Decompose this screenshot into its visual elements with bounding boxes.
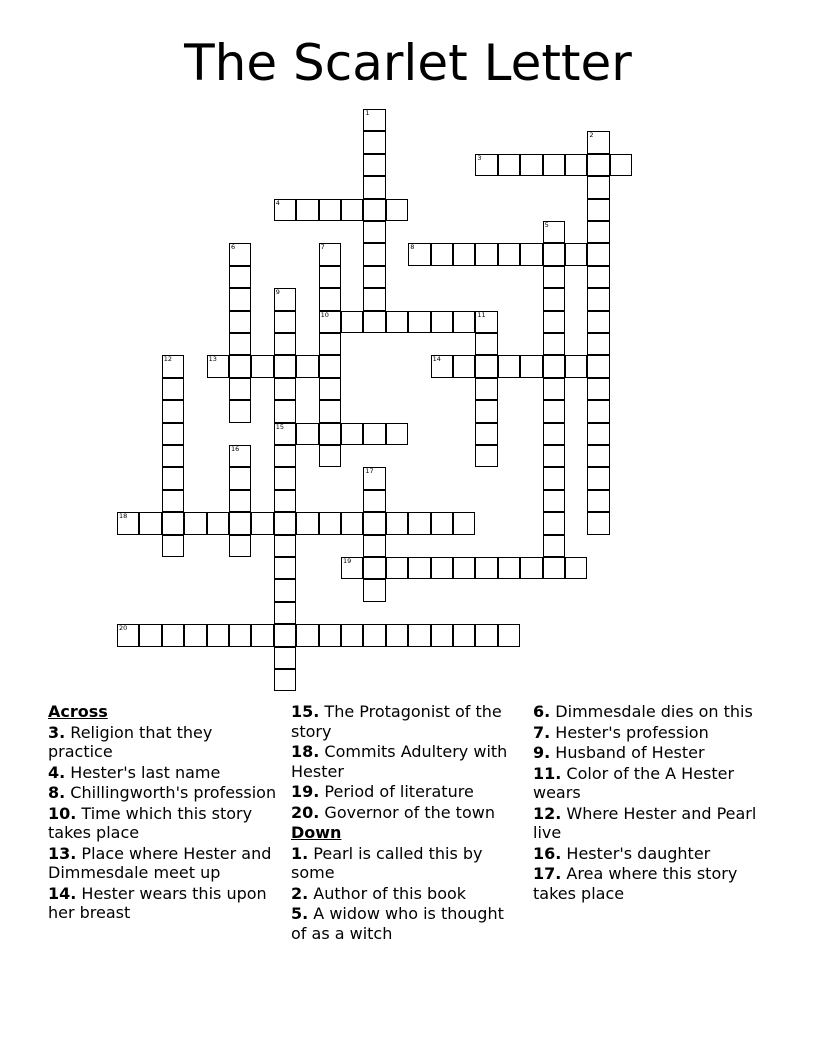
grid-cell[interactable]	[229, 311, 251, 333]
grid-cell[interactable]	[296, 423, 318, 445]
grid-cell[interactable]	[543, 243, 565, 265]
grid-cell[interactable]	[431, 311, 453, 333]
grid-cell[interactable]	[431, 355, 453, 377]
grid-cell[interactable]	[251, 355, 273, 377]
across-heading: Across	[48, 702, 108, 721]
clues-column-2	[291, 702, 523, 944]
grid-cell[interactable]	[453, 512, 475, 534]
grid-cell[interactable]	[565, 243, 587, 265]
grid-cell[interactable]	[229, 288, 251, 310]
clue-text: Hester wears this upon her breast	[48, 883, 267, 922]
grid-cell[interactable]	[408, 311, 430, 333]
clue-item	[48, 763, 280, 783]
clue-number: 8	[410, 243, 415, 252]
clue-text: Dimmesdale dies on this	[550, 702, 753, 721]
grid-cell[interactable]	[543, 266, 565, 288]
grid-cell[interactable]	[274, 467, 296, 489]
grid-cell[interactable]	[207, 624, 229, 646]
grid-cell[interactable]	[229, 490, 251, 512]
grid-cell[interactable]	[587, 243, 609, 265]
clue-item	[533, 864, 765, 903]
grid-cell[interactable]	[363, 176, 385, 198]
grid-cell[interactable]	[498, 243, 520, 265]
grid-cell[interactable]	[543, 311, 565, 333]
grid-cell[interactable]	[319, 624, 341, 646]
clue-item	[291, 803, 523, 823]
grid-cell[interactable]	[543, 378, 565, 400]
grid-cell[interactable]	[520, 154, 542, 176]
grid-cell[interactable]	[475, 333, 497, 355]
grid-cell[interactable]	[453, 557, 475, 579]
grid-cell[interactable]	[587, 445, 609, 467]
grid-cell[interactable]	[251, 512, 273, 534]
clue-number: 11	[477, 310, 486, 319]
grid-cell[interactable]	[475, 423, 497, 445]
grid-cell[interactable]	[296, 199, 318, 221]
grid-cell[interactable]	[274, 624, 296, 646]
grid-cell[interactable]	[162, 467, 184, 489]
grid-cell[interactable]	[453, 311, 475, 333]
clue-text: Hester's last name	[65, 762, 221, 782]
clue-item	[48, 723, 280, 762]
grid-cell[interactable]	[363, 154, 385, 176]
grid-cell[interactable]	[543, 557, 565, 579]
grid-cell[interactable]	[162, 535, 184, 557]
page-title: The Scarlet Letter	[184, 34, 632, 92]
grid-cell[interactable]	[274, 333, 296, 355]
grid-cell[interactable]	[117, 512, 139, 534]
grid-cell[interactable]	[587, 154, 609, 176]
grid-cell[interactable]	[274, 512, 296, 534]
clue-number-label: 14.	[48, 883, 77, 903]
clue-text: Author of this book	[308, 883, 467, 903]
clue-number: 3	[477, 153, 482, 162]
grid-cell[interactable]	[386, 624, 408, 646]
grid-cell[interactable]	[543, 535, 565, 557]
clue-number-label: 2.	[291, 883, 309, 903]
clue-number-label: 3.	[48, 722, 66, 742]
grid-cell[interactable]	[207, 512, 229, 534]
grid-cell[interactable]	[587, 512, 609, 534]
grid-cell[interactable]	[363, 467, 385, 489]
clue-number-label: 20.	[291, 802, 320, 822]
grid-cell[interactable]	[274, 445, 296, 467]
grid-cell[interactable]	[386, 512, 408, 534]
grid-cell[interactable]	[431, 243, 453, 265]
clue-item	[48, 783, 280, 803]
grid-cell[interactable]	[587, 333, 609, 355]
clue-number: 18	[119, 512, 128, 521]
grid-cell[interactable]	[363, 266, 385, 288]
grid-cell[interactable]	[274, 490, 296, 512]
grid-cell[interactable]	[363, 423, 385, 445]
grid-cell[interactable]	[587, 378, 609, 400]
grid-cell[interactable]	[274, 400, 296, 422]
clue-item	[533, 764, 765, 803]
grid-cell[interactable]	[498, 624, 520, 646]
clue-text: Color of the A Hester wears	[533, 763, 735, 802]
clue-number: 19	[343, 557, 352, 565]
grid-cell[interactable]	[319, 355, 341, 377]
grid-cell[interactable]	[520, 557, 542, 579]
clue-text: A widow who is thought of as a witch	[291, 904, 504, 943]
grid-cell[interactable]	[229, 535, 251, 557]
grid-cell[interactable]	[475, 154, 497, 176]
clue-number: 5	[544, 221, 549, 229]
clue-text: Chillingworth's profession	[65, 783, 277, 802]
clue-text: Religion that they practice	[48, 722, 213, 761]
grid-cell[interactable]	[587, 221, 609, 243]
clue-number-label: 6.	[533, 702, 551, 721]
grid-cell[interactable]	[363, 221, 385, 243]
clue-number: 14	[432, 355, 441, 364]
clue-text: Hester's daughter	[561, 843, 711, 863]
grid-cell[interactable]	[363, 199, 385, 221]
grid-cell[interactable]	[274, 602, 296, 624]
clue-number: 1	[365, 109, 370, 117]
grid-cell[interactable]	[408, 624, 430, 646]
clue-text: Time which this story takes place	[48, 803, 253, 842]
grid-cell[interactable]	[229, 512, 251, 534]
grid-cell[interactable]	[475, 355, 497, 377]
grid-cell[interactable]	[475, 378, 497, 400]
clue-number: 7	[320, 243, 325, 252]
grid-cell[interactable]	[341, 557, 363, 579]
clue-number-label: 8.	[48, 783, 66, 802]
grid-cell[interactable]	[363, 557, 385, 579]
clue-text: Period of literature	[319, 782, 474, 801]
clue-text: Hester's profession	[550, 722, 709, 742]
grid-cell[interactable]	[319, 311, 341, 333]
grid-cell[interactable]	[162, 490, 184, 512]
grid-cell[interactable]	[610, 154, 632, 176]
clue-number-label: 16.	[533, 843, 562, 863]
grid-cell[interactable]	[139, 624, 161, 646]
grid-cell[interactable]	[431, 624, 453, 646]
grid-cell[interactable]	[162, 378, 184, 400]
grid-cell[interactable]	[229, 467, 251, 489]
grid-cell[interactable]	[184, 512, 206, 534]
grid-cell[interactable]	[319, 333, 341, 355]
grid-cell[interactable]	[363, 512, 385, 534]
grid-cell[interactable]	[431, 512, 453, 534]
clue-item	[533, 723, 765, 743]
grid-cell[interactable]	[319, 445, 341, 467]
grid-cell[interactable]	[587, 131, 609, 153]
grid-cell[interactable]	[543, 423, 565, 445]
grid-cell[interactable]	[229, 400, 251, 422]
grid-cell[interactable]	[386, 311, 408, 333]
clue-number: 17	[365, 467, 374, 476]
grid-cell[interactable]	[543, 445, 565, 467]
grid-cell[interactable]	[341, 624, 363, 646]
grid-cell[interactable]	[319, 243, 341, 265]
clue-number: 4	[275, 198, 280, 207]
grid-cell[interactable]	[319, 199, 341, 221]
grid-cell[interactable]	[453, 355, 475, 377]
clue-text: Husband of Hester	[550, 743, 705, 762]
grid-cell[interactable]	[162, 624, 184, 646]
clue-item	[48, 804, 280, 843]
clue-number-label: 15.	[291, 702, 320, 721]
grid-cell[interactable]	[386, 557, 408, 579]
clue-number-label: 10.	[48, 803, 77, 823]
grid-cell[interactable]	[274, 288, 296, 310]
clue-item	[48, 844, 280, 883]
grid-cell[interactable]	[274, 669, 296, 691]
grid-cell[interactable]	[319, 378, 341, 400]
grid-cell[interactable]	[162, 423, 184, 445]
clue-number-label: 4.	[48, 762, 66, 782]
grid-cell[interactable]	[274, 557, 296, 579]
grid-cell[interactable]	[498, 557, 520, 579]
grid-cell[interactable]	[543, 490, 565, 512]
grid-cell[interactable]	[363, 243, 385, 265]
grid-cell[interactable]	[229, 445, 251, 467]
clue-number-label: 13.	[48, 843, 77, 863]
grid-cell[interactable]	[587, 311, 609, 333]
grid-cell[interactable]	[520, 355, 542, 377]
clue-number-label: 7.	[533, 722, 551, 742]
clue-item	[533, 804, 765, 843]
grid-cell[interactable]	[274, 535, 296, 557]
grid-cell[interactable]	[363, 535, 385, 557]
grid-cell[interactable]	[274, 199, 296, 221]
clue-number: 9	[275, 288, 280, 297]
grid-cell[interactable]	[587, 490, 609, 512]
grid-cell[interactable]	[341, 512, 363, 534]
grid-cell[interactable]	[386, 199, 408, 221]
clue-text: Governor of the town	[319, 802, 495, 822]
clue-item	[291, 884, 523, 904]
grid-cell[interactable]	[162, 445, 184, 467]
grid-cell[interactable]	[139, 512, 161, 534]
clue-item	[533, 743, 765, 763]
grid-cell[interactable]	[587, 423, 609, 445]
grid-cell[interactable]	[408, 512, 430, 534]
clue-item	[291, 742, 523, 781]
grid-cell[interactable]	[274, 423, 296, 445]
clue-item	[291, 844, 523, 883]
down-heading: Down	[291, 823, 342, 842]
grid-cell[interactable]	[251, 624, 273, 646]
grid-cell[interactable]	[229, 266, 251, 288]
grid-cell[interactable]	[341, 199, 363, 221]
grid-cell[interactable]	[274, 355, 296, 377]
grid-cell[interactable]	[408, 243, 430, 265]
clue-number-label: 9.	[533, 743, 551, 762]
clue-number: 10	[320, 310, 329, 319]
grid-cell[interactable]	[386, 423, 408, 445]
grid-cell[interactable]	[587, 355, 609, 377]
clue-number: 6	[231, 243, 236, 252]
clues-column-3	[533, 702, 765, 904]
grid-cell[interactable]	[431, 557, 453, 579]
grid-cell[interactable]	[274, 378, 296, 400]
grid-cell[interactable]	[319, 288, 341, 310]
grid-cell[interactable]	[229, 378, 251, 400]
grid-cell[interactable]	[319, 400, 341, 422]
clue-text: Area where this story takes place	[533, 864, 738, 903]
clue-number-label: 17.	[533, 864, 562, 883]
grid-cell[interactable]	[363, 311, 385, 333]
grid-cell[interactable]	[565, 557, 587, 579]
grid-cell[interactable]	[587, 199, 609, 221]
clue-item	[291, 702, 523, 741]
grid-cell[interactable]	[543, 333, 565, 355]
grid-cell[interactable]	[162, 400, 184, 422]
clue-number-label: 11.	[533, 763, 562, 783]
grid-cell[interactable]	[229, 333, 251, 355]
grid-cell[interactable]	[341, 311, 363, 333]
clue-item	[291, 782, 523, 802]
grid-cell[interactable]	[296, 355, 318, 377]
grid-cell[interactable]	[363, 109, 385, 131]
grid-cell[interactable]	[520, 243, 542, 265]
grid-cell[interactable]	[319, 423, 341, 445]
grid-cell[interactable]	[274, 579, 296, 601]
grid-cell[interactable]	[475, 445, 497, 467]
grid-cell[interactable]	[363, 579, 385, 601]
grid-cell[interactable]	[363, 131, 385, 153]
clue-number: 16	[231, 445, 240, 453]
grid-cell[interactable]	[363, 624, 385, 646]
grid-cell[interactable]	[319, 512, 341, 534]
clue-text: Place where Hester and Dimmesdale meet up	[48, 843, 272, 882]
grid-cell[interactable]	[587, 400, 609, 422]
clue-number: 12	[163, 355, 173, 364]
grid-cell[interactable]	[475, 624, 497, 646]
grid-cell[interactable]	[453, 243, 475, 265]
grid-cell[interactable]	[543, 467, 565, 489]
grid-cell[interactable]	[543, 355, 565, 377]
clue-text: Where Hester and Pearl live	[533, 803, 757, 842]
grid-cell[interactable]	[319, 266, 341, 288]
clues-column-1	[48, 702, 280, 924]
grid-cell[interactable]	[363, 288, 385, 310]
grid-cell[interactable]	[565, 154, 587, 176]
grid-cell[interactable]	[296, 512, 318, 534]
grid-cell[interactable]	[475, 557, 497, 579]
grid-cell[interactable]	[296, 624, 318, 646]
grid-cell[interactable]	[587, 288, 609, 310]
grid-cell[interactable]	[587, 467, 609, 489]
grid-cell[interactable]	[162, 355, 184, 377]
grid-cell[interactable]	[408, 557, 430, 579]
grid-cell[interactable]	[543, 512, 565, 534]
clue-number: 2	[589, 131, 594, 140]
clue-item	[533, 844, 765, 864]
grid-cell[interactable]	[543, 221, 565, 243]
grid-cell[interactable]	[117, 624, 139, 646]
grid-cell[interactable]	[207, 355, 229, 377]
grid-cell[interactable]	[587, 176, 609, 198]
grid-cell[interactable]	[587, 266, 609, 288]
grid-cell[interactable]	[475, 311, 497, 333]
clue-number-label: 18.	[291, 742, 320, 761]
clue-number: 20	[119, 624, 128, 633]
grid-cell[interactable]	[363, 490, 385, 512]
clue-item	[48, 884, 280, 923]
clue-text: The Protagonist of the story	[291, 702, 502, 741]
grid-cell[interactable]	[341, 423, 363, 445]
grid-cell[interactable]	[229, 624, 251, 646]
clue-item	[291, 904, 523, 943]
clue-number-label: 19.	[291, 782, 320, 801]
grid-cell[interactable]	[229, 355, 251, 377]
clue-item	[533, 702, 765, 722]
clue-text: Commits Adultery with Hester	[291, 742, 508, 781]
grid-cell[interactable]	[229, 243, 251, 265]
clue-number-label: 1.	[291, 843, 309, 863]
grid-cell[interactable]	[475, 400, 497, 422]
grid-cell[interactable]	[184, 624, 206, 646]
grid-cell[interactable]	[543, 154, 565, 176]
grid-cell[interactable]	[453, 624, 475, 646]
grid-cell[interactable]	[475, 243, 497, 265]
grid-cell[interactable]	[274, 311, 296, 333]
grid-cell[interactable]	[498, 154, 520, 176]
clue-text: Pearl is called this by some	[291, 843, 483, 882]
grid-cell[interactable]	[543, 288, 565, 310]
grid-cell[interactable]	[274, 647, 296, 669]
grid-cell[interactable]	[543, 400, 565, 422]
clue-number-label: 5.	[291, 904, 309, 923]
clue-number-label: 12.	[533, 803, 562, 823]
grid-cell[interactable]	[565, 355, 587, 377]
clue-number: 13	[208, 355, 217, 364]
grid-cell[interactable]	[162, 512, 184, 534]
grid-cell[interactable]	[498, 355, 520, 377]
clue-number: 15	[275, 422, 285, 431]
